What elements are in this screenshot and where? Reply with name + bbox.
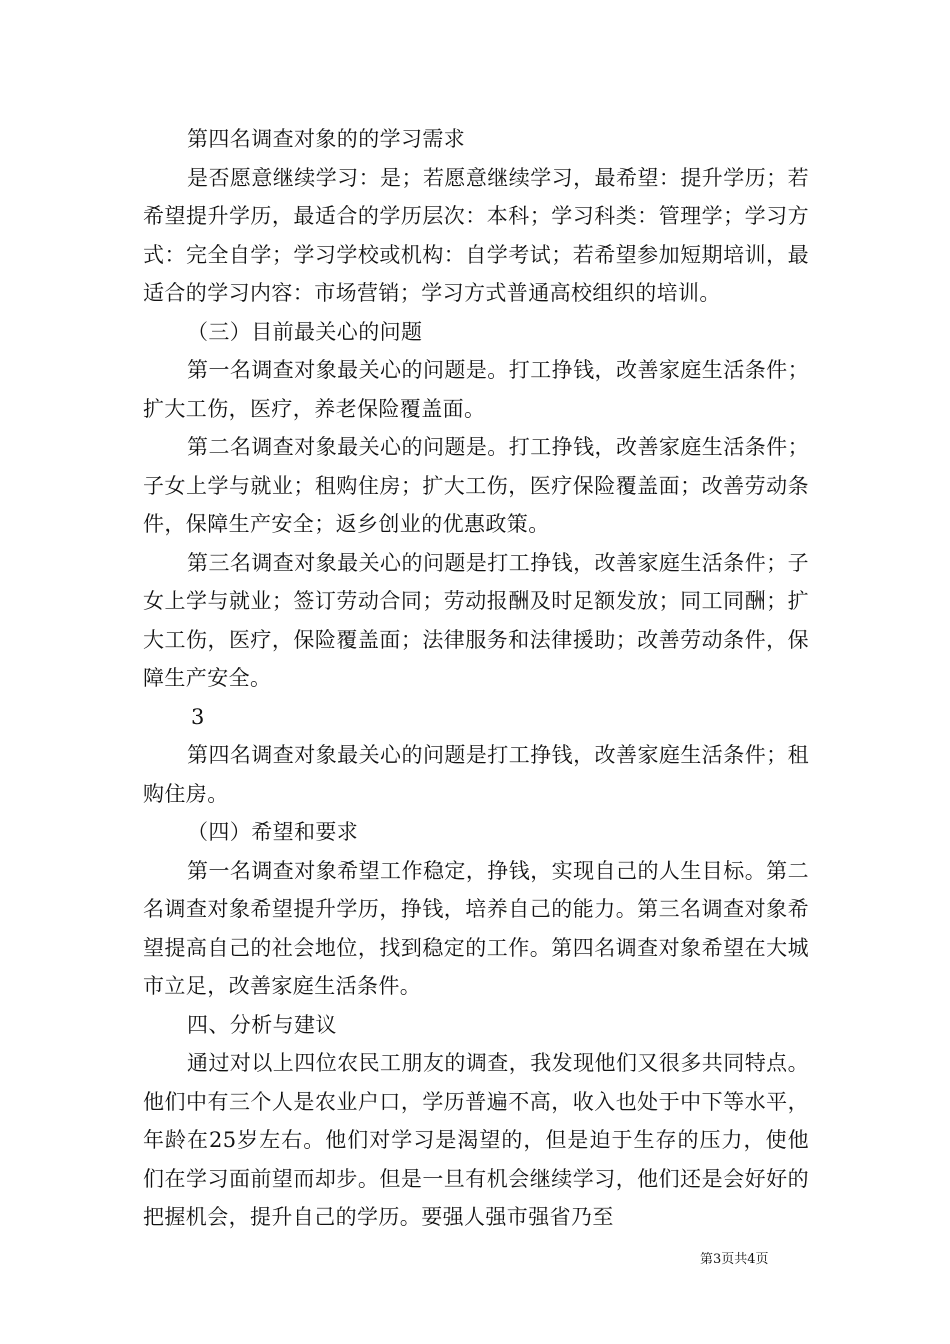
paragraph-hopes: 第一名调查对象希望工作稳定，挣钱，实现自己的人生目标。第二名调查对象希望提升学历，挣钱，培养自己的能力。第三名调查对象希望提高自己的社会地位，找到稳定的工作。第四名调查对象希望在大城市立足，改善家庭生活条件。 [143,858,809,998]
paragraph-concern-3: 第三名调查对象最关心的问题是打工挣钱，改善家庭生活条件；子女上学与就业；签订劳动合同；劳动报酬及时足额发放；同工同酬；扩大工伤，医疗，保险覆盖面；法律服务和法律援助；改善劳动条件，保障生产安全。 [143,550,809,690]
section-heading-hopes: （四）希望和要求 [187,820,359,844]
paragraph-learning-needs: 是否愿意继续学习：是；若愿意继续学习，最希望：提升学历；若希望提升学历，最适合的学历层次：本科；学习科类：管理学；学习方式：完全自学；学习学校或机构：自学考试；若希望参加短期培训，最适合的学习内容：市场营销；学习方式普通高校组织的培训。 [143,165,809,305]
page-footer: 第3页共4页 [700,1252,769,1267]
paragraph-learning-needs-heading: 第四名调查对象的的学习需求 [187,127,466,151]
document-body [143,120,809,1237]
inline-page-number: 3 [191,704,205,729]
paragraph-concern-1: 第一名调查对象最关心的问题是。打工挣钱，改善家庭生活条件；扩大工伤，医疗，养老保险覆盖面。 [143,358,809,421]
paragraph-concern-2: 第二名调查对象最关心的问题是。打工挣钱，改善家庭生活条件；子女上学与就业；租购住房；扩大工伤，医疗保险覆盖面；改善劳动条件，保障生产安全；返乡创业的优惠政策。 [143,435,809,536]
paragraph-analysis: 通过对以上四位农民工朋友的调查，我发现他们又很多共同特点。他们中有三个人是农业户口，学历普遍不高，收入也处于中下等水平，年龄在25岁左右。他们对学习是渴望的，但是迫于生存的压力，使他们在学习面前望而却步。但是一旦有机会继续学习，他们还是会好好的把握机会，提升自己的学历。要强人强市强省乃至 [143,1051,809,1229]
section-heading-analysis: 四、分析与建议 [187,1012,337,1037]
paragraph-concern-4: 第四名调查对象最关心的问题是打工挣钱，改善家庭生活条件；租购住房。 [143,743,809,806]
section-heading-concerns: （三）目前最关心的问题 [187,319,423,344]
